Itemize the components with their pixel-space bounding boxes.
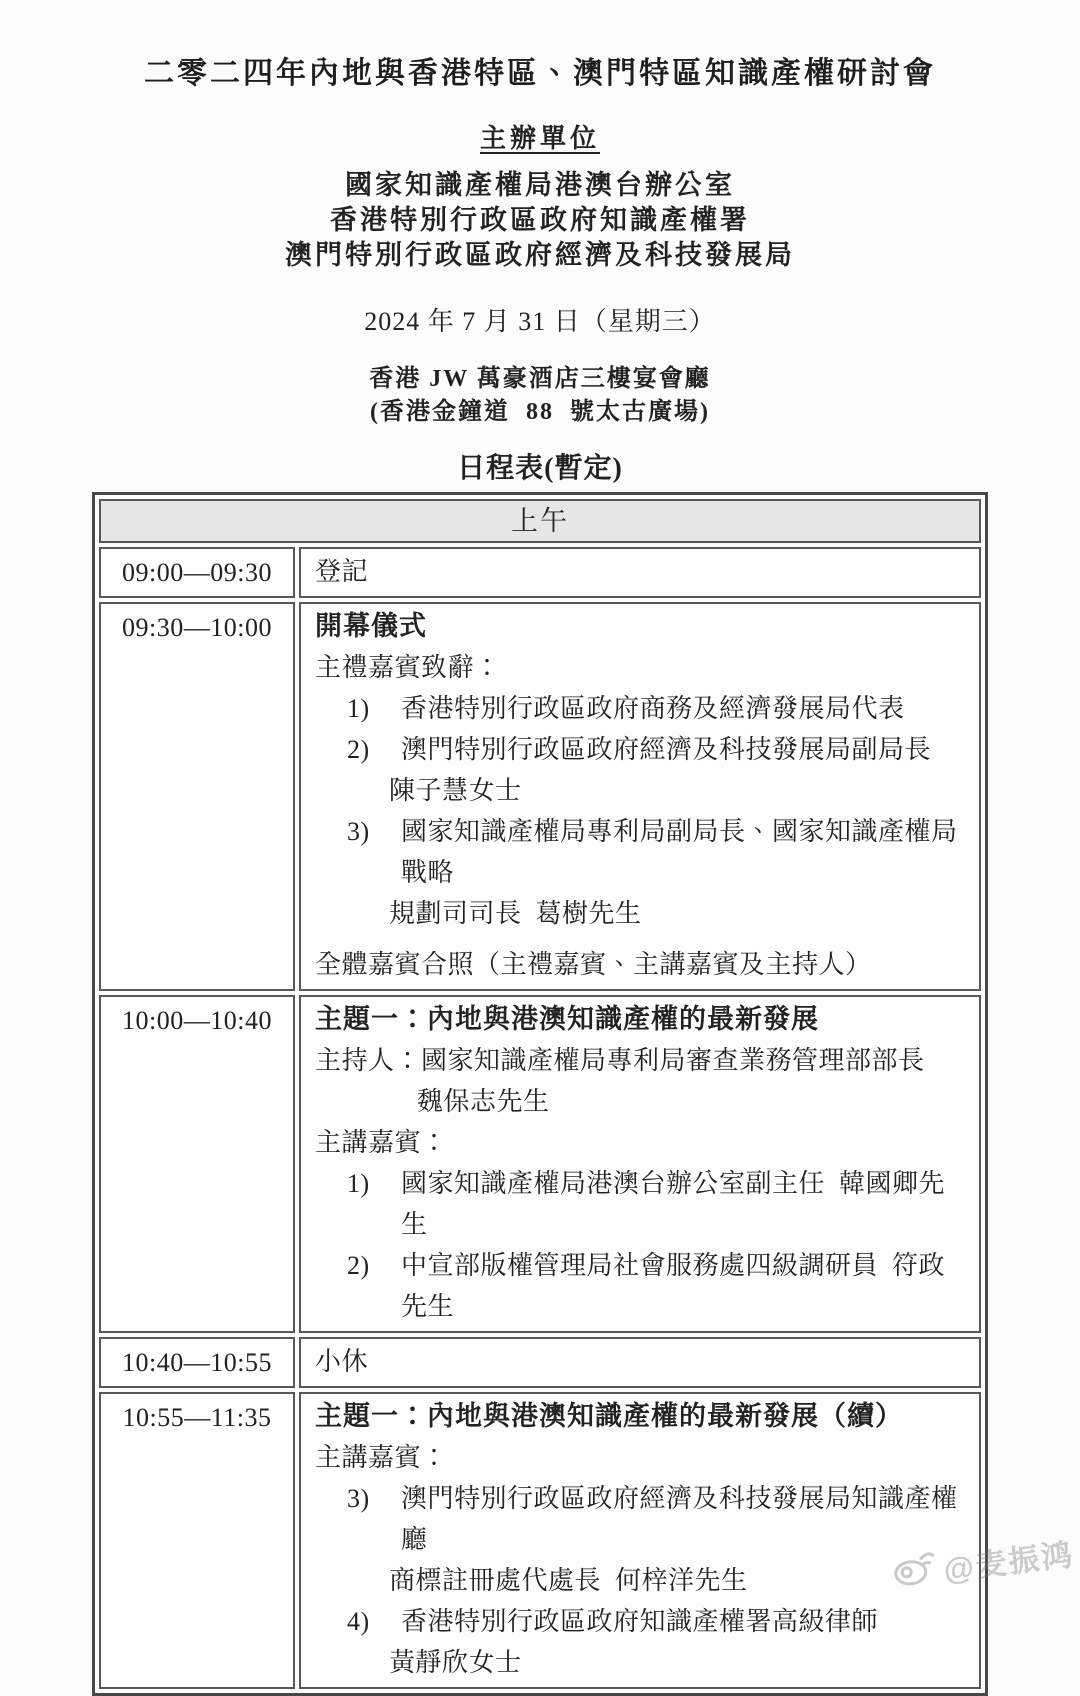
schedule-row bbox=[99, 602, 981, 991]
venue-address: (香港金鐘道 88 號太古廣場) bbox=[370, 399, 710, 425]
agenda-line: 規劃司司長 葛樹先生 bbox=[389, 899, 642, 928]
item-number: 1) bbox=[347, 1169, 370, 1198]
agenda-cell bbox=[299, 1337, 981, 1388]
agenda-cell bbox=[299, 602, 981, 991]
schedule-row bbox=[99, 1392, 981, 1689]
item-text: 國家知識產權局專利局副局長、國家知識產權局戰略 bbox=[401, 817, 958, 887]
organizer-line: 香港特別行政區政府知識產權署 bbox=[330, 205, 750, 235]
agenda-line bbox=[315, 1245, 969, 1327]
organizer-line: 國家知識產權局港澳台辦公室 bbox=[345, 170, 735, 200]
session-header-row bbox=[99, 499, 981, 543]
item-number: 2) bbox=[347, 1251, 370, 1280]
document-page bbox=[0, 54, 1080, 1677]
time-cell: 09:30—10:00 bbox=[99, 602, 295, 991]
agenda-line bbox=[315, 1478, 969, 1560]
item-text: 香港特別行政區政府商務及經濟發展局代表 bbox=[401, 694, 905, 723]
agenda-line: 陳子慧女士 bbox=[389, 776, 522, 805]
document-title: 二零二四年內地與香港特區、澳門特區知識產權研討會 bbox=[144, 57, 936, 90]
agenda-line: 黃靜欣女士 bbox=[389, 1648, 522, 1677]
agenda-line: 開幕儀式 bbox=[315, 611, 427, 641]
schedule-row bbox=[99, 547, 981, 598]
schedule-row bbox=[99, 995, 981, 1333]
item-text: 香港特別行政區政府知識產權署高級律師 bbox=[401, 1607, 879, 1636]
venue-name: 香港 JW 萬豪酒店三樓宴會廳 bbox=[369, 366, 711, 392]
agenda-line bbox=[315, 1601, 969, 1642]
agenda-cell bbox=[299, 995, 981, 1333]
agenda-line: 主講嘉賓： bbox=[315, 1128, 448, 1157]
agenda-line: 主題一：內地與港澳知識產權的最新發展（續） bbox=[315, 1401, 903, 1431]
time-cell: 10:55—11:35 bbox=[99, 1392, 295, 1689]
schedule-row bbox=[99, 1337, 981, 1388]
agenda-line: 全體嘉賓合照（主禮嘉賓、主講嘉賓及主持人） bbox=[315, 950, 872, 979]
agenda-line: 小休 bbox=[315, 1347, 369, 1376]
agenda-line: 主題一：內地與港澳知識產權的最新發展 bbox=[315, 1004, 819, 1034]
time-cell: 10:00—10:40 bbox=[99, 995, 295, 1333]
agenda-cell bbox=[299, 547, 981, 598]
item-number: 2) bbox=[347, 735, 370, 764]
time-cell: 09:00—09:30 bbox=[99, 547, 295, 598]
watermark-text: @麦振鸿 bbox=[941, 1536, 1076, 1588]
item-text: 澳門特別行政區政府經濟及科技發展局副局長 bbox=[401, 735, 932, 764]
session-header: 上午 bbox=[99, 499, 981, 543]
item-number: 3) bbox=[347, 1484, 370, 1513]
item-text: 中宣部版權管理局社會服務處四級調研員 符政先生 bbox=[401, 1251, 946, 1321]
event-date: 2024 年 7 月 31 日（星期三） bbox=[364, 307, 716, 336]
host-heading: 主辦單位 bbox=[479, 124, 600, 153]
agenda-line: 商標註冊處代處長 何梓洋先生 bbox=[389, 1566, 748, 1595]
time-cell: 10:40—10:55 bbox=[99, 1337, 295, 1388]
schedule-body bbox=[99, 499, 981, 1689]
agenda-line bbox=[315, 729, 969, 770]
schedule-table bbox=[92, 492, 988, 1696]
agenda-line bbox=[315, 1163, 969, 1245]
venue-block bbox=[0, 363, 1080, 429]
item-number: 4) bbox=[347, 1607, 370, 1636]
agenda-line: 主講嘉賓： bbox=[315, 1443, 448, 1472]
item-text: 澳門特別行政區政府經濟及科技發展局知識產權廳 bbox=[401, 1484, 958, 1554]
item-number: 1) bbox=[347, 694, 370, 723]
agenda-cell bbox=[299, 1392, 981, 1689]
item-number: 3) bbox=[347, 817, 370, 846]
agenda-line: 主禮嘉賓致辭： bbox=[315, 653, 501, 682]
organizer-line: 澳門特別行政區政府經濟及科技發展局 bbox=[285, 240, 795, 270]
agenda-line bbox=[315, 688, 969, 729]
agenda-line: 登記 bbox=[315, 557, 369, 586]
agenda-line: 主持人：國家知識產權局專利局審查業務管理部部長 bbox=[315, 1046, 925, 1075]
schedule-heading: 日程表(暫定) bbox=[457, 453, 623, 484]
agenda-line bbox=[315, 811, 969, 893]
agenda-line: 魏保志先生 bbox=[417, 1087, 550, 1116]
item-text: 國家知識產權局港澳台辦公室副主任 韓國卿先生 bbox=[401, 1169, 946, 1239]
organizer-list bbox=[0, 168, 1080, 273]
